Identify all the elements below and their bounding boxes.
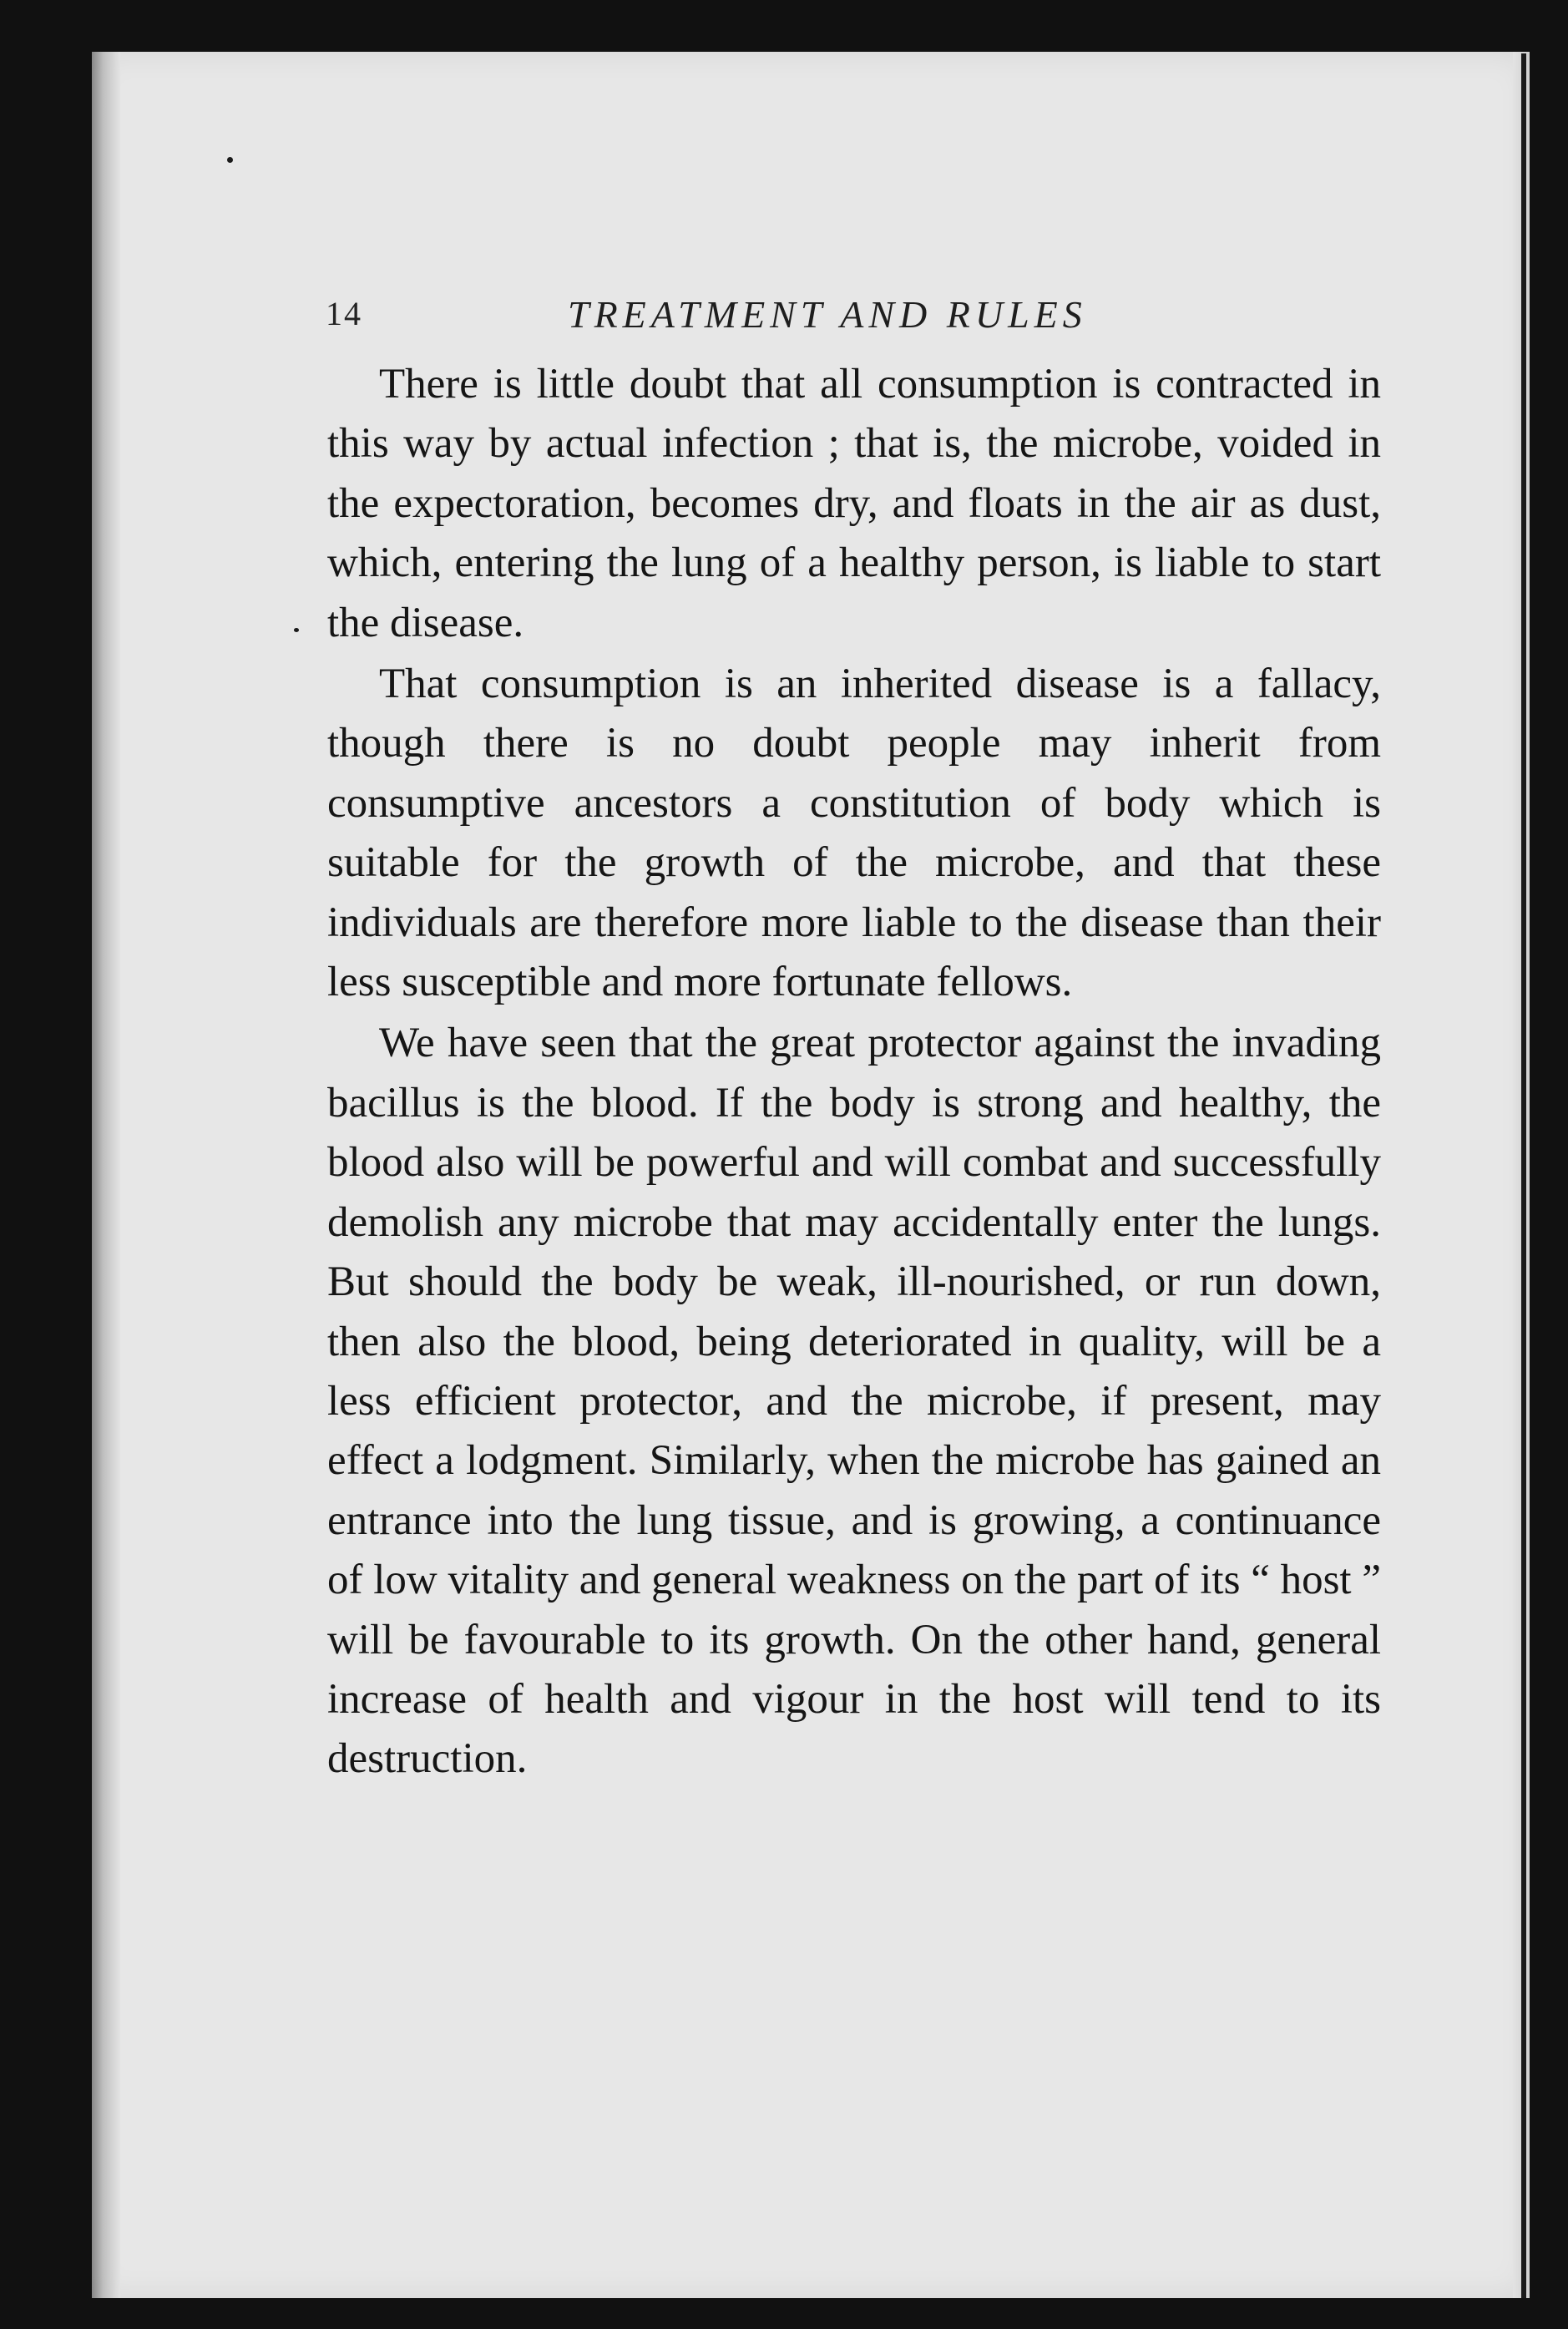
dust-speck [227,157,233,163]
binding-edge-line [1521,53,1526,2298]
body-text [327,355,1381,1791]
paragraph-3: We have seen that the great protector against the invading bacillus is the blood. If the body is strong and healthy, the blood also will be powerful and will combat and successfully demolish any microbe that may accidentally enter the lungs. But should the body be weak, ill-nourished, or run down, then also the blood, being deteriorated in quality, will be a less efficient protector, and the microbe, if present, may effect a lodgment. Similarly, when the microbe has gained an entrance into the lung tissue, and is growing, a continuance of low vitality and general weakness on the part of its “ host ” will be favourable to its growth. On the other hand, general increase of health and vigour in the host will tend to its destruction. [327,1020,1381,1783]
page-number: 14 [326,295,362,332]
paragraph-1: There is little doubt that all consumption is contracted in this way by actual infection ; that is, the microbe, voided in the expectoration, becomes dry, and floats in the air as dust, which, entering the lung of a healthy person, is liable to start the disease. [327,361,1381,646]
running-title: TREATMENT AND RULES [568,293,1087,336]
paragraph-2: That consumption is an inherited disease is a fallacy, though there is no doubt people may inherit from consumptive ancestors a constitution of body which is suitable for the growth of the microbe, and that these individuals are therefore more liable to the disease than their less susceptible and more fortunate fellows. [327,661,1381,1006]
page-gutter [92,52,120,2298]
running-head [326,292,1486,342]
dust-speck [294,628,299,632]
